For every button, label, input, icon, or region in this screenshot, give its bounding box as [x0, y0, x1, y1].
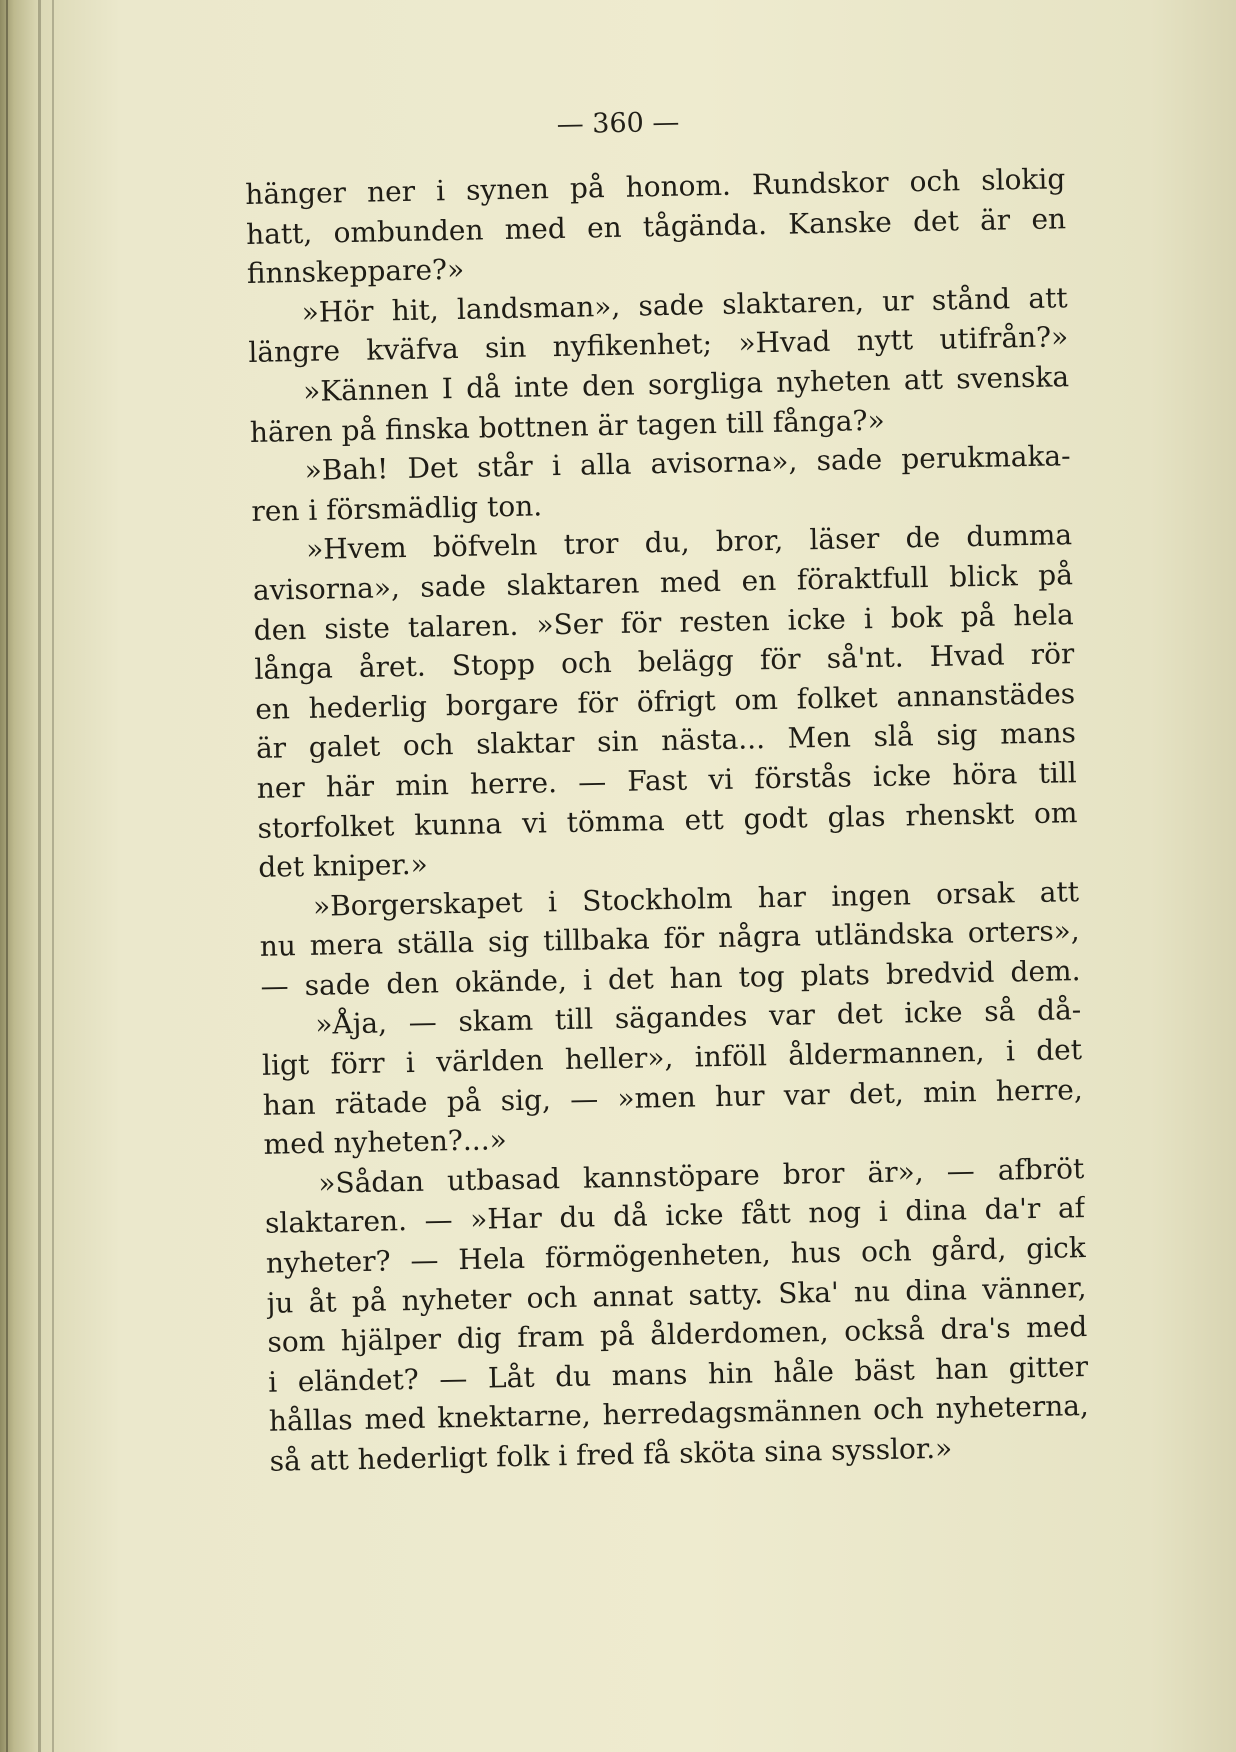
text-line: ner här min herre. — Fast vi förstås icke höra till	[256, 756, 1077, 805]
text-line: hatt, ombunden med en tågända. Kanske det är en	[245, 201, 1067, 251]
text-line: »Borgerskapet i Stockholm har ingen orsak att	[312, 874, 1080, 923]
text-line: nyheter? — Hela förmögenheten, hus och gård, gick	[265, 1231, 1087, 1280]
text-line: ligt förr i världen heller», inföll åldermannen, i det	[261, 1033, 1083, 1082]
text-line: avisorna», sade slaktaren med en föraktfull blick på	[252, 558, 1074, 607]
text-line: med nyheten?...»	[263, 1123, 507, 1162]
body-text	[245, 159, 1090, 1481]
text-line: han rätade på sig, — »men hur var det, min herre,	[262, 1072, 1084, 1122]
text-line: — sade den okände, i det han tog plats bredvid dem.	[260, 953, 1081, 1003]
text-line: nu mera ställa sig tillbaka för några utländska orters»,	[259, 914, 1080, 964]
binding-gutter-line	[52, 0, 54, 1752]
text-line: »Hör hit, landsman», sade slaktaren, ur stånd att	[301, 281, 1068, 329]
text-line: »Åja, — skam till sägandes var det icke så då-	[315, 993, 1082, 1042]
text-line: det kniper.»	[257, 847, 429, 884]
text-line: finnskeppare?»	[246, 253, 465, 291]
text-line: hänger ner i synen på honom. Rundskor och slokig	[245, 162, 1066, 211]
binding-gutter-line	[38, 0, 41, 1752]
text-line: hållas med knektarne, herredagsmännen och nyheterna,	[268, 1389, 1090, 1439]
binding-gutter-line	[6, 0, 8, 1752]
text-line: »Bah! Det står i alla avisorna», sade perukmaka-	[304, 439, 1071, 488]
text-line: slaktaren. — »Har du då icke fått nog i dina da'r af	[264, 1191, 1086, 1241]
text-line: längre kväfva sin nyfikenhet; »Hvad nytt utifrån?»	[248, 320, 1069, 370]
text-line: storfolket kunna vi tömma ett godt glas rhenskt om	[257, 795, 1078, 845]
text-line: den siste talaren. »Ser för resten icke i bok på hela	[253, 597, 1074, 647]
text-line: i eländet? — Låt du mans hin håle bäst han gitter	[267, 1349, 1089, 1399]
text-line: långa året. Stopp och belägg för så'nt. Hvad rör	[254, 637, 1075, 687]
text-line: som hjälper dig fram på ålderdomen, också dra's med	[267, 1310, 1088, 1360]
text-line: så att hederligt folk i fred få sköta sina sysslor.»	[269, 1431, 953, 1478]
text-line: ju åt på nyheter och annat satty. Ska' nu dina vänner,	[266, 1270, 1087, 1320]
text-line: hären på finska bottnen är tagen till fånga?»	[249, 403, 885, 449]
page-number: — 360 —	[556, 106, 680, 141]
text-line: »Hvem böfveln tror du, bror, läser de dumma	[305, 518, 1073, 567]
text-line: ren i försmädlig ton.	[251, 489, 543, 528]
text-line: »Kännen I då inte den sorgliga nyheten att svenska	[302, 360, 1070, 408]
text-line: är galet och slaktar sin nästa... Men slå sig mans	[255, 716, 1077, 766]
text-line: »Sådan utbasad kannstöpare bror är», — afbröt	[318, 1151, 1085, 1200]
text-line: en hederlig borgare för öfrigt om folket annanstädes	[254, 676, 1076, 726]
